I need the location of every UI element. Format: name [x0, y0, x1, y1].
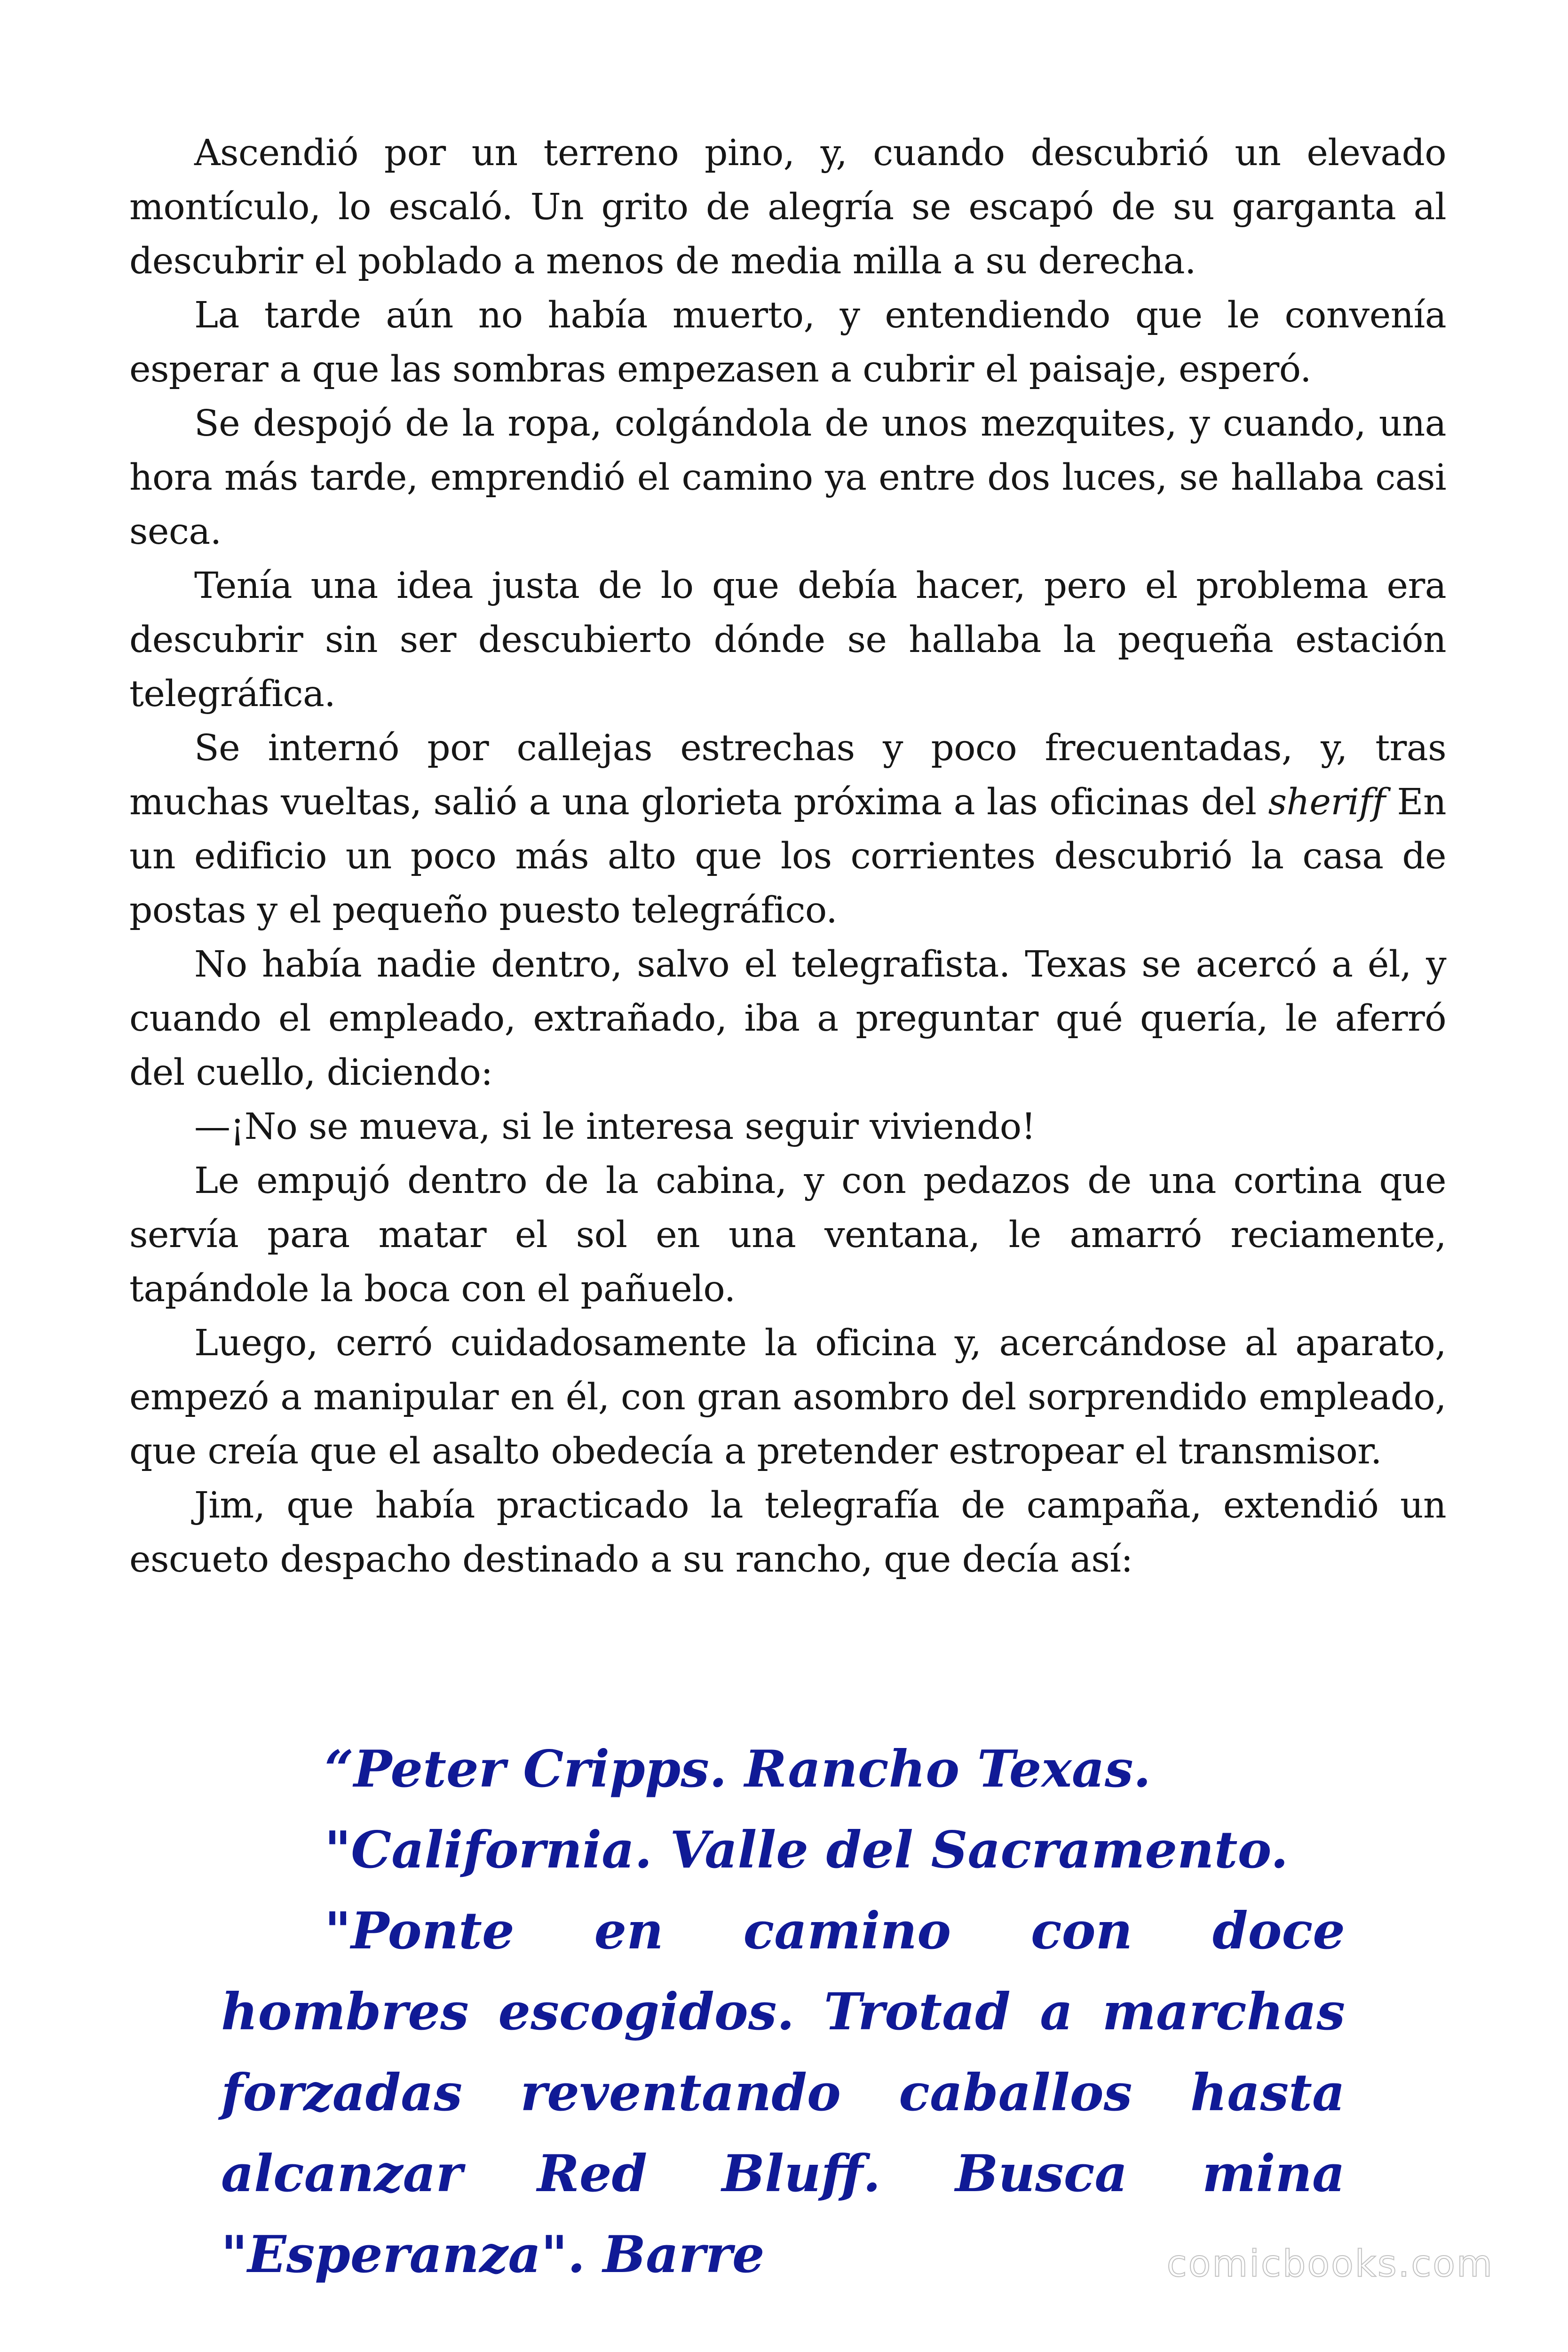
- paragraph-text: En un edificio un poco más alto que los corrientes descubrió la casa de postas y el pequeño puesto telegráfico.: [129, 781, 1447, 931]
- paragraph: [129, 721, 1446, 938]
- paragraph: Le empujó dentro de la cabina, y con pedazos de una cortina que servía para matar el sol en una ventana, le amarró reciamente, tapándole la boca con el pañuelo.: [129, 1160, 1446, 1310]
- paragraph: Jim, que había practicado la telegrafía de campaña, extendió un escueto despacho destinado a su rancho, que decía así:: [129, 1485, 1446, 1581]
- watermark: comicbooks.com: [1166, 2243, 1494, 2285]
- telegram-location: "California. Valle del Sacramento.: [325, 1820, 1289, 1880]
- paragraph: La tarde aún no había muerto, y entendiendo que le convenía esperar a que las sombras empezasen a cubrir el paisaje, esperó.: [129, 294, 1446, 390]
- italic-word: sheriff: [1268, 781, 1386, 823]
- telegram-message: [221, 1729, 1345, 2295]
- paragraph: Luego, cerró cuidadosamente la oficina y, acercándose al aparato, empezó a manipular en él, con gran asombro del sorprendido empleado, que creía que el asalto obedecía a pretender estropear el transmisor.: [129, 1322, 1446, 1472]
- telegram-addressee: “Peter Cripps. Rancho Texas.: [325, 1740, 1151, 1799]
- paragraph: Tenía una idea justa de lo que debía hacer, pero el problema era descubrir sin ser descubierto dónde se hallaba la pequeña estación telegráfica.: [129, 565, 1446, 715]
- paragraph: No había nadie dentro, salvo el telegrafista. Texas se acercó a él, y cuando el empleado, extrañado, iba a preguntar qué quería, le aferró del cuello, diciendo:: [129, 944, 1446, 1094]
- dialogue-line: —¡No se mueva, si le interesa seguir viviendo!: [194, 1106, 1036, 1148]
- paragraph: Ascendió por un terreno pino, y, cuando descubrió un elevado montículo, lo escaló. Un grito de alegría se escapó de su garganta al descubrir el poblado a menos de media milla a su derecha.: [129, 132, 1446, 282]
- paragraph-text: Se internó por callejas estrechas y poco frecuentadas, y, tras muchas vueltas, salió a una glorieta próxima a las oficinas del: [129, 727, 1446, 823]
- telegram-body: "Ponte en camino con doce hombres escogidos. Trotad a marchas forzadas reventando caballos hasta alcanzar Red Bluff. Busca mina "Esperanza". Barre: [221, 1901, 1345, 2284]
- prose-body: [129, 126, 1446, 1587]
- paragraph: Se despojó de la ropa, colgándola de unos mezquites, y cuando, una hora más tarde, emprendió el camino ya entre dos luces, se hallaba casi seca.: [129, 403, 1446, 553]
